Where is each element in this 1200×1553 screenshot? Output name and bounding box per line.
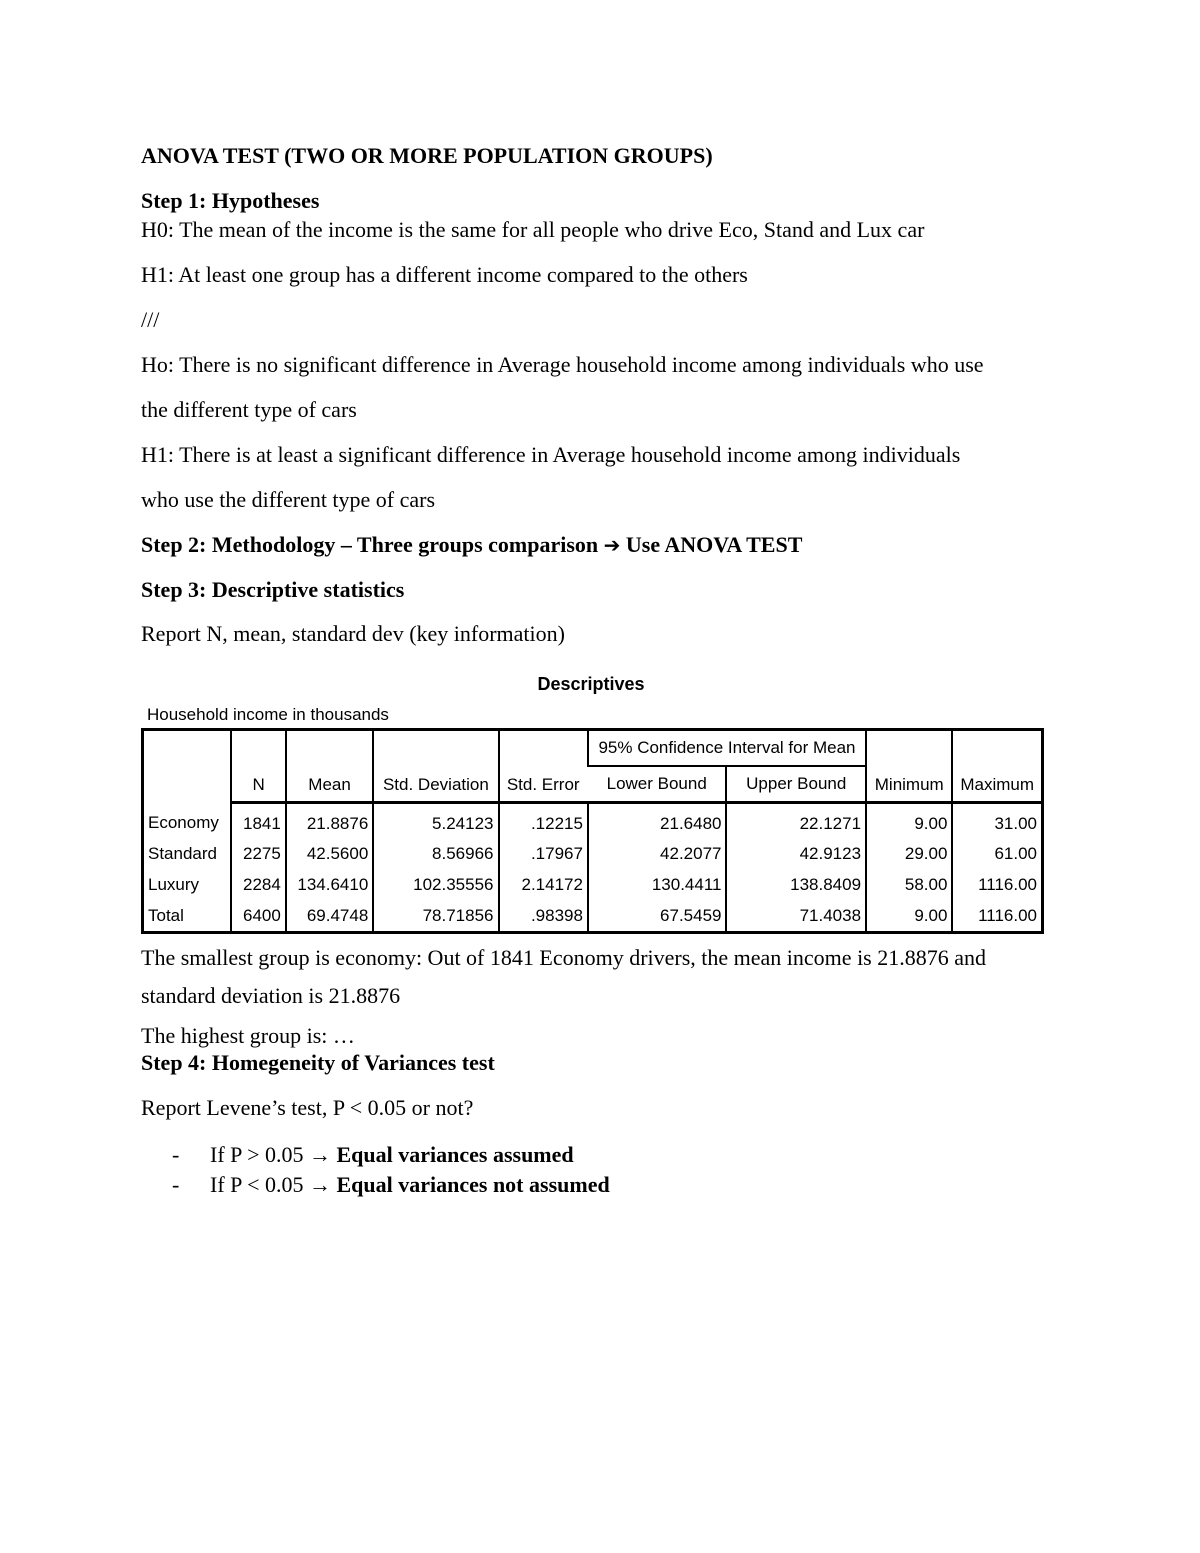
arrow-right-icon: → <box>308 1172 331 1197</box>
col-header-minimum: Minimum <box>866 730 952 803</box>
cell-minimum: 29.00 <box>866 838 952 869</box>
cell-std-error: 2.14172 <box>499 869 588 900</box>
row-label: Luxury <box>148 874 200 894</box>
cell-mean: 21.8876 <box>286 803 373 839</box>
cell-std-deviation: 78.71856 <box>373 900 498 933</box>
arrow-right-icon: ➔ <box>603 533 621 557</box>
step4-heading: Step 4: Homegeneity of Variances test <box>141 1050 495 1075</box>
bullet-condition: If P > 0.05 <box>210 1142 309 1167</box>
col-header-upper-bound: Upper Bound <box>726 766 866 803</box>
summary-line1: The smallest group is economy: Out of 1841 Economy drivers, the mean income is 21.8876 and <box>141 945 987 970</box>
arrow-right-icon: → <box>308 1142 331 1167</box>
cell-n: 6400 <box>231 900 285 933</box>
bullet-condition: If P < 0.05 <box>210 1172 309 1197</box>
cell-upper-bound: 22.1271 <box>726 803 866 839</box>
h1-statement: H1: At least one group has a different income compared to the others <box>141 262 748 287</box>
col-header-mean: Mean <box>286 730 373 803</box>
cell-std-error: .17967 <box>499 838 588 869</box>
descriptives-table <box>141 728 1044 934</box>
row-label: Standard <box>148 843 217 863</box>
row-label-header <box>143 730 232 803</box>
table-row-total <box>143 900 1043 933</box>
list-item <box>172 1170 610 1200</box>
cell-lower-bound: 42.2077 <box>588 838 727 869</box>
bullet-result: Equal variances not assumed <box>330 1172 610 1197</box>
separator-text: /// <box>141 307 160 332</box>
cell-minimum: 9.00 <box>866 900 952 933</box>
summary-line2: standard deviation is 21.8876 <box>141 983 401 1008</box>
list-item <box>172 1140 610 1170</box>
table-row-economy <box>143 803 1043 839</box>
h1-alt-line2: who use the different type of cars <box>141 487 436 512</box>
cell-std-error: .98398 <box>499 900 588 933</box>
cell-lower-bound: 130.4411 <box>588 869 727 900</box>
row-label: Total <box>148 905 184 925</box>
table-row-standard <box>143 838 1043 869</box>
step4-instruction: Report Levene’s test, P < 0.05 or not? <box>141 1095 474 1120</box>
cell-mean: 69.4748 <box>286 900 373 933</box>
ci-header: 95% Confidence Interval for Mean <box>588 730 866 767</box>
cell-mean: 42.5600 <box>286 838 373 869</box>
cell-minimum: 9.00 <box>866 803 952 839</box>
cell-std-deviation: 102.35556 <box>373 869 498 900</box>
cell-maximum: 31.00 <box>952 803 1042 839</box>
bullet-result: Equal variances assumed <box>330 1142 574 1167</box>
col-header-n: N <box>231 730 285 803</box>
cell-std-error: .12215 <box>499 803 588 839</box>
step1-heading: Step 1: Hypotheses <box>141 188 320 213</box>
summary-line3: The highest group is: … <box>141 1023 355 1048</box>
row-label: Economy <box>148 813 219 833</box>
cell-maximum: 1116.00 <box>952 900 1042 933</box>
cell-upper-bound: 71.4038 <box>726 900 866 933</box>
cell-n: 1841 <box>231 803 285 839</box>
descriptives-subtitle: Household income in thousands <box>147 705 389 724</box>
step2-heading-part2: Use ANOVA TEST <box>620 532 803 557</box>
cell-minimum: 58.00 <box>866 869 952 900</box>
cell-n: 2284 <box>231 869 285 900</box>
cell-std-deviation: 8.56966 <box>373 838 498 869</box>
step2-heading-part1: Step 2: Methodology – Three groups comparison <box>141 532 604 557</box>
dash-bullet: - <box>172 1172 180 1197</box>
col-header-lower-bound: Lower Bound <box>588 766 727 803</box>
col-header-std-error: Std. Error <box>499 730 588 803</box>
table-row-luxury <box>143 869 1043 900</box>
cell-maximum: 1116.00 <box>952 869 1042 900</box>
col-header-std-deviation: Std. Deviation <box>373 730 498 803</box>
page-title: ANOVA TEST (TWO OR MORE POPULATION GROUPS) <box>141 143 713 168</box>
dash-bullet: - <box>172 1142 180 1167</box>
variance-rules-list <box>172 1140 610 1200</box>
ho-alt-line1: Ho: There is no significant difference in Average household income among individuals who use <box>141 352 984 377</box>
step2-heading <box>141 532 802 558</box>
cell-upper-bound: 138.8409 <box>726 869 866 900</box>
cell-lower-bound: 21.6480 <box>588 803 727 839</box>
cell-std-deviation: 5.24123 <box>373 803 498 839</box>
cell-n: 2275 <box>231 838 285 869</box>
descriptives-title: Descriptives <box>537 674 645 694</box>
cell-lower-bound: 67.5459 <box>588 900 727 933</box>
col-header-maximum: Maximum <box>952 730 1042 803</box>
step3-heading: Step 3: Descriptive statistics <box>141 577 405 602</box>
ho-alt-line2: the different type of cars <box>141 397 357 422</box>
step3-instruction: Report N, mean, standard dev (key information) <box>141 621 565 646</box>
cell-upper-bound: 42.9123 <box>726 838 866 869</box>
h0-statement: H0: The mean of the income is the same for all people who drive Eco, Stand and Lux car <box>141 217 925 242</box>
cell-maximum: 61.00 <box>952 838 1042 869</box>
cell-mean: 134.6410 <box>286 869 373 900</box>
h1-alt-line1: H1: There is at least a significant difference in Average household income among individuals <box>141 442 961 467</box>
